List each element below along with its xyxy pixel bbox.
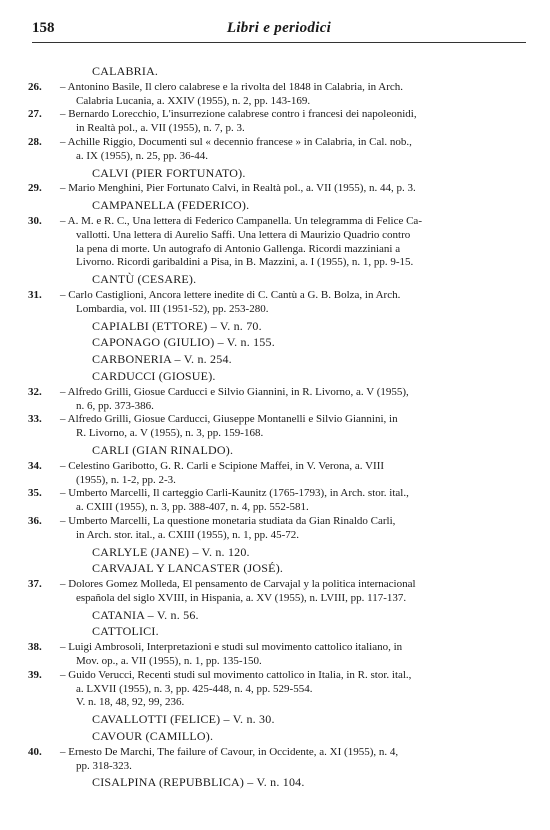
entry-line: – Celestino Garibotto, G. R. Carli e Scipione Maffei, in V. Verona, a. VIII [60,459,385,472]
header-rule [32,42,526,43]
entry-text [60,487,522,515]
page-number: 158 [32,20,55,36]
entry-number: 38. [28,641,42,654]
entry-number: 33. [28,413,42,426]
entry-number: 34. [28,459,42,472]
subject-heading: CALVI (PIER FORTUNATO). [92,165,246,180]
entry-number: 30. [28,214,42,227]
entry-line: la pena di morte. Un autografo di Antonio Gallenga. Ricordi mazziniani a [76,242,401,255]
entry-line: – Mario Menghini, Pier Fortunato Calvi, in Realtà pol., a. VII (1955), n. 44, p. 3. [60,182,416,195]
entry-line: – Luigi Ambrosoli, Interpretazioni e studi sul movimento cattolico italiano, in [60,641,403,654]
bibliography-entry [28,289,522,317]
entry-line: – Alfredo Grilli, Giosue Carducci e Silvio Giannini, in R. Livorno, a. V (1955), [60,385,409,398]
bibliography-entry [28,515,522,543]
page-title: Libri e periodici [226,20,332,36]
subject-heading: CARLYLE (JANE) – V. n. 120. [92,544,250,559]
entry-line: a. IX (1955), n. 25, pp. 36-44. [76,149,208,162]
entry-number: 36. [28,514,42,527]
entry-line: – Dolores Gomez Molleda, El pensamento de Carvajal y la politica internacional [60,578,416,591]
subject-heading: CARBONERIA – V. n. 254. [92,352,232,367]
entry-number: 31. [28,288,42,301]
entry-line: – Antonino Basile, Il clero calabrese e la rivolta del 1848 in Calabria, in Arch. [60,80,404,93]
entry-line: – Ernesto De Marchi, The failure of Cavour, in Occidente, a. XI (1955), n. 4, [60,745,399,758]
entry-text [60,386,522,414]
subject-heading: CISALPINA (REPUBBLICA) – V. n. 104. [92,775,305,790]
subject-heading: CATANIA – V. n. 56. [92,607,199,622]
entry-number: 28. [28,135,42,148]
subject-heading: CAPIALBI (ETTORE) – V. n. 70. [92,318,262,333]
entry-line: – Umberto Marcelli, La questione monetaria studiata da Gian Rinaldo Carli, [60,514,396,527]
entry-number: 27. [28,108,42,121]
entry-text [60,641,522,669]
entry-line: in Arch. stor. ital., a. CXIII (1955), n. 1, pp. 45-72. [76,528,300,541]
entry-text [60,289,522,317]
entry-text [60,182,522,196]
entry-number: 26. [28,80,42,93]
subject-heading: CAMPANELLA (FEDERICO). [92,198,250,213]
entry-line: – Umberto Marcelli, Il carteggio Carli-Kaunitz (1765-1793), in Arch. stor. ital., [60,487,409,500]
entry-line: española del siglo XVIII, in Hispania, a. XV (1955), n. LVIII, pp. 117-137. [76,591,407,604]
entry-line: Livorno. Ricordi garibaldini a Pisa, in B. Mazzini, a. I (1955), n. 1, pp. 9-15. [76,256,414,269]
entry-text [60,515,522,543]
bibliography-entry [28,669,522,710]
subject-heading: CALABRIA. [92,64,159,78]
subject-heading: CANTÙ (CESARE). [92,272,197,287]
bibliography-entry [28,136,522,164]
subject-heading: CATTOLICI. [92,624,159,639]
entry-number: 32. [28,385,42,398]
entry-text [60,136,522,164]
entry-line: V. n. 18, 48, 92, 99, 236. [76,696,185,709]
bibliography-entry [28,413,522,441]
entry-line: vallotti. Una lettera di Aurelio Saffi. Una lettera di Maurizio Quadrio contro [76,228,411,241]
entry-number: 37. [28,578,42,591]
entry-line: pp. 318-323. [76,759,132,772]
entry-text [60,81,522,109]
entry-line: R. Livorno, a. V (1955), n. 3, pp. 159-168. [76,427,264,440]
bibliography-entry [28,182,522,196]
entry-line: in Realtà pol., a. VII (1955), n. 7, p. 3. [76,122,245,135]
subject-heading: CARDUCCI (GIOSUE). [92,368,216,383]
entry-number: 29. [28,182,42,195]
entry-line: – Guido Verucci, Recenti studi sul movimento cattolico in Italia, in R. stor. ital., [60,668,412,681]
entry-text [60,413,522,441]
subject-heading: CARVAJAL Y LANCASTER (JOSÉ). [92,561,284,576]
bibliography-entry [28,215,522,270]
entry-text [60,669,522,710]
subject-heading: CAPONAGO (GIULIO) – V. n. 155. [92,335,275,350]
entry-text [60,215,522,270]
entry-text [60,108,522,136]
entry-line: Calabria Lucania, a. XXIV (1955), n. 2, pp. 143-169. [76,94,311,107]
entry-number: 39. [28,668,42,681]
entry-line: n. 6, pp. 373-386. [76,399,154,412]
running-header [32,20,526,42]
entry-line: – A. M. e R. C., Una lettera di Federico Campanella. Un telegramma di Felice Ca- [60,214,422,227]
bibliography-entry [28,460,522,488]
entry-line: – Alfredo Grilli, Giosue Carducci, Giuseppe Montanelli e Silvio Giannini, in [60,413,398,426]
bibliography-entry [28,641,522,669]
entry-line: – Carlo Castiglioni, Ancora lettere inedite di C. Cantù a G. B. Bolza, in Arch. [60,288,401,301]
entry-line: – Achille Riggio, Documenti sul « decennio francese » in Calabria, in Cal. nob., [60,135,412,148]
entry-line: Mov. op., a. VII (1955), n. 1, pp. 135-150. [76,655,262,668]
bibliography-entry [28,578,522,606]
entry-line: (1955), n. 1-2, pp. 2-3. [76,473,176,486]
subject-heading: CARLI (GIAN RINALDO). [92,442,234,457]
bibliography-entry [28,81,522,109]
bibliography-entry [28,108,522,136]
bibliography-entry [28,487,522,515]
entry-text [60,746,522,774]
entry-text [60,460,522,488]
entry-line: a. CXIII (1955), n. 3, pp. 388-407, n. 4, pp. 552-581. [76,501,309,514]
bibliography-entry [28,746,522,774]
entry-text [60,578,522,606]
entry-line: a. LXVII (1955), n. 3, pp. 425-448, n. 4, pp. 529-554. [76,682,313,695]
subject-heading: CAVOUR (CAMILLO). [92,729,214,744]
entry-line: Lombardia, vol. III (1951-52), pp. 253-280. [76,302,269,315]
entry-line: – Bernardo Lorecchio, L'insurrezione calabrese contro i francesi dei napoleonidi, [60,108,417,121]
bibliography-body [28,62,522,792]
bibliography-entry [28,386,522,414]
entry-number: 40. [28,745,42,758]
entry-number: 35. [28,487,42,500]
subject-heading: CAVALLOTTI (FELICE) – V. n. 30. [92,712,275,727]
